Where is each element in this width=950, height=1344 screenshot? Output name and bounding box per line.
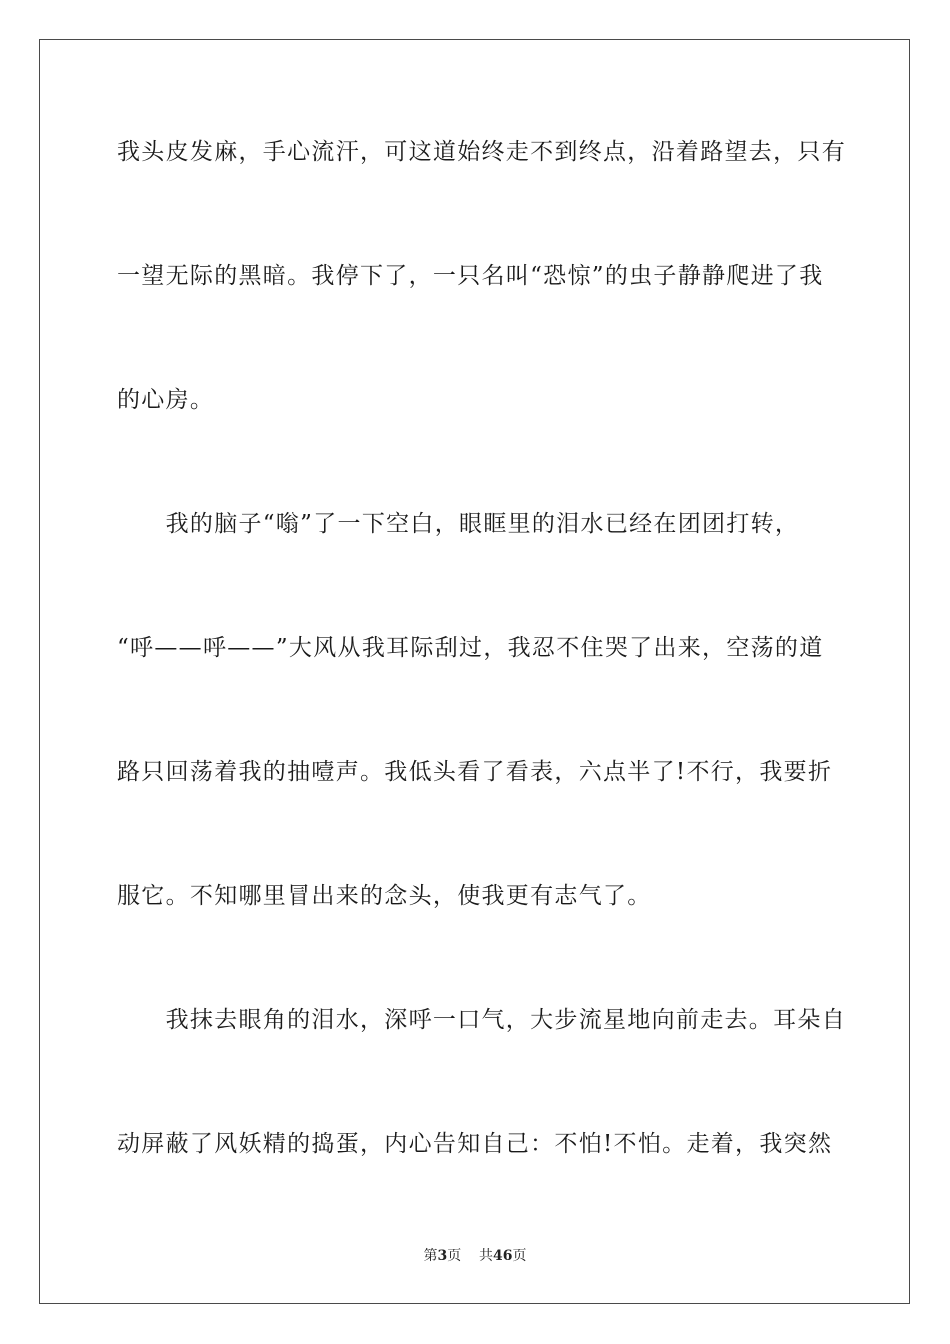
text-line-1: 我头皮发麻，手心流汗，可这道始终走不到终点，沿着路望去，只有 bbox=[117, 139, 846, 165]
total-prefix: 共 bbox=[479, 1248, 494, 1264]
text-line-5: “呼——呼——”大风从我耳际刮过，我忍不住哭了出来，空荡的道 bbox=[117, 635, 824, 661]
text-line-2: 一望无际的黑暗。我停下了，一只名叫“恐惊”的虫子静静爬进了我 bbox=[117, 263, 824, 289]
page-prefix: 第 bbox=[423, 1248, 438, 1264]
page-number: 3 bbox=[437, 1248, 448, 1264]
total-pages: 46 bbox=[493, 1248, 513, 1264]
text-line-6: 路只回荡着我的抽噎声。我低头看了看表，六点半了!不行，我要折 bbox=[117, 759, 833, 785]
text-line-4: 我的脑子“嗡”了一下空白，眼眶里的泪水已经在团团打转， bbox=[117, 511, 800, 537]
text-line-3: 的心房。 bbox=[117, 387, 215, 413]
text-line-8: 我抹去眼角的泪水，深呼一口气，大步流星地向前走去。耳朵自 bbox=[117, 1007, 846, 1033]
text-line-7: 服它。不知哪里冒出来的念头，使我更有志气了。 bbox=[117, 883, 652, 909]
page-frame bbox=[39, 39, 910, 1304]
total-suffix: 页 bbox=[512, 1248, 527, 1264]
page-suffix: 页 bbox=[447, 1248, 462, 1264]
page-footer bbox=[0, 1247, 950, 1265]
text-line-9: 动屏蔽了风妖精的捣蛋，内心告知自己：不怕!不怕。走着，我突然 bbox=[117, 1131, 833, 1157]
